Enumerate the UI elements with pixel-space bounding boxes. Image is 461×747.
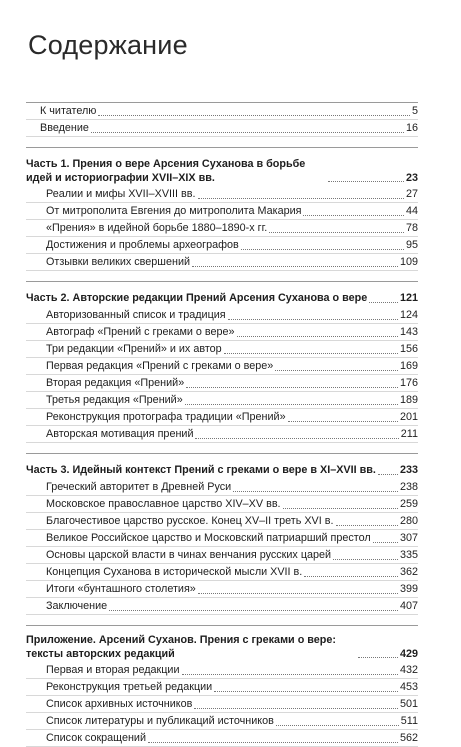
toc-entry[interactable]: Итоги «бунташного столетия» 399 bbox=[26, 581, 418, 598]
toc-entry[interactable]: Заключение 407 bbox=[26, 598, 418, 615]
toc-entry[interactable]: Первая и вторая редакции 432 bbox=[26, 662, 418, 679]
toc-entry[interactable]: Московское православное царство XIV–XV вв. 259 bbox=[26, 496, 418, 513]
toc-entry[interactable]: Реалии и мифы XVII–XVIII вв. 27 bbox=[26, 186, 418, 203]
toc-entry[interactable]: Основы царской власти в чинах венчания русских царей 335 bbox=[26, 547, 418, 564]
divider bbox=[26, 453, 418, 454]
toc-entry[interactable]: От митрополита Евгения до митрополита Макария 44 bbox=[26, 203, 418, 220]
toc-entry[interactable]: Реконструкция протографа традиции «Прений» 201 bbox=[26, 409, 418, 426]
divider bbox=[26, 625, 418, 626]
toc-entry[interactable]: Вторая редакция «Прений» 176 bbox=[26, 375, 418, 392]
toc-entry[interactable]: Реконструкция третьей редакции 453 bbox=[26, 679, 418, 696]
toc-entry[interactable]: Автограф «Прений с греками о вере» 143 bbox=[26, 324, 418, 341]
toc-part-heading[interactable]: Приложение. Арсений Суханов. Прения с греками о вере: тексты авторских редакций 429 bbox=[26, 634, 418, 660]
toc-part-heading[interactable]: Часть 1. Прения о вере Арсения Суханова в борьбе идей и историографии XVII–XIX вв. 23 bbox=[26, 158, 418, 184]
toc-entry[interactable]: Три редакции «Прений» и их автор 156 bbox=[26, 341, 418, 358]
toc-entry[interactable]: Достижения и проблемы археографов 95 bbox=[26, 237, 418, 254]
toc-entry[interactable]: «Прения» в идейной борьбе 1880–1890-х гг. 78 bbox=[26, 220, 418, 237]
toc-entry[interactable]: Великое Российское царство и Московский патриарший престол 307 bbox=[26, 530, 418, 547]
toc-entry[interactable]: К читателю 5 bbox=[26, 103, 418, 120]
divider bbox=[26, 147, 418, 148]
toc-entry[interactable]: Третья редакция «Прений» 189 bbox=[26, 392, 418, 409]
toc-part-heading[interactable]: Часть 2. Авторские редакции Прений Арсения Суханова о вере 121 bbox=[26, 292, 418, 304]
toc-entry[interactable]: Список сокращений 562 bbox=[26, 730, 418, 747]
toc-entry[interactable]: Авторская мотивация прений 211 bbox=[26, 426, 418, 443]
toc-entry[interactable]: Авторизованный список и традиция 124 bbox=[26, 307, 418, 324]
toc-entry[interactable]: Концепция Суханова в исторической мысли XVII в. 362 bbox=[26, 564, 418, 581]
toc-entry[interactable]: Греческий авторитет в Древней Руси 238 bbox=[26, 479, 418, 496]
toc-entry[interactable]: Благочестивое царство русское. Конец XV–II треть XVI в. 280 bbox=[26, 513, 418, 530]
toc-entry[interactable]: Введение 16 bbox=[26, 120, 418, 137]
toc-part-heading[interactable]: Часть 3. Идейный контекст Прений с греками о вере в XI–XVII вв. 233 bbox=[26, 464, 418, 476]
toc-entry[interactable]: Список литературы и публикаций источников 511 bbox=[26, 713, 418, 730]
toc-entry[interactable]: Список архивных источников 501 bbox=[26, 696, 418, 713]
toc-entry[interactable]: Первая редакция «Прений с греками о вере» 169 bbox=[26, 358, 418, 375]
table-of-contents bbox=[26, 98, 418, 747]
toc-entry[interactable]: Отзывки великих свершений 109 bbox=[26, 254, 418, 271]
page-title: Содержание bbox=[28, 30, 188, 60]
divider bbox=[26, 281, 418, 282]
